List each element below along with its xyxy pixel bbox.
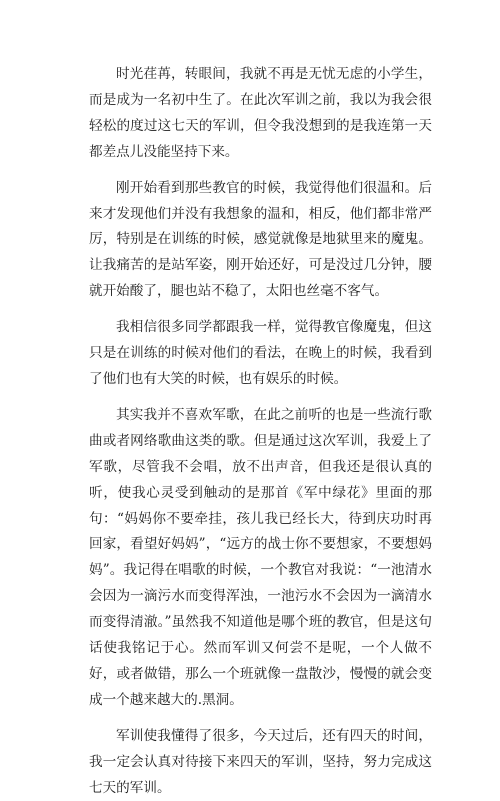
paragraph-3: 我相信很多同学都跟我一样，觉得教官像魔鬼，但这只是在训练的时候对他们的看法，在晚上的时候，我看到了他们也有大笑的时候，也有娱乐的时候。 [89,319,432,387]
document-body [89,60,432,801]
paragraph-1: 时光荏苒，转眼间，我就不再是无忧无虑的小学生，而是成为一名初中生了。在此次军训之前，我以为我会很轻松的度过这七天的军训，但令我没想到的是我连第一天都差点儿没能坚持下来。 [89,66,432,160]
paragraph-5: 军训使我懂得了很多，今天过后，还有四天的时间，我一定会认真对待接下来四天的军训，坚持，努力完成这七天的军训。 [89,727,432,796]
paragraph-4: 其实我并不喜欢军歌，在此之前听的也是一些流行歌曲或者网络歌曲这类的歌。但是通过这次军训，我爱上了军歌，尽管我不会唱，放不出声音，但我还是很认真的听，使我心灵受到触动的是那首《军中绿花》里面的那句：“妈妈你不要牵挂，孩儿我已经长大，待到庆功时再回家，看望好妈妈”，“远方的战士你不要想家，不要想妈妈”。我记得在唱歌的时候，一个教官对我说：“一池清水会因为一滴污水而变得浑浊，一池污水不会因为一滴清水而变得清澈。”虽然我不知道他是哪个班的教官，但是这句话使我铭记于心。然而军训又何尝不是呢，一个人做不好，或者做错，那么一个班就像一盘散沙，慢慢的就会变成一个越来越大的.黑洞。 [89,406,432,708]
paragraph-2: 刚开始看到那些教官的时候，我觉得他们很温和。后来才发现他们并没有我想象的温和，相反，他们都非常严厉，特别是在训练的时候，感觉就像是地狱里来的魔鬼。让我痛苦的是站军姿，刚开始还好，可是没过几分钟，腰就开始酸了，腿也站不稳了，太阳也丝毫不客气。 [89,179,432,300]
